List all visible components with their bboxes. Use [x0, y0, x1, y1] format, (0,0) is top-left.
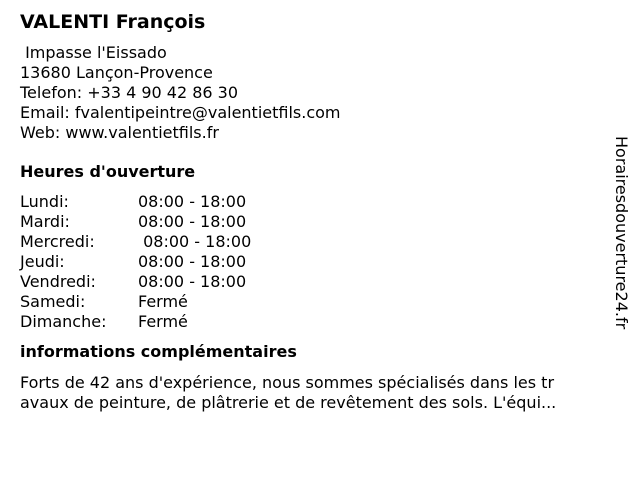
address-city: 13680 Lançon-Provence — [20, 63, 213, 82]
hours-day: Samedi: — [20, 292, 86, 311]
opening-hours-table — [20, 192, 610, 332]
hours-day: Mercredi: — [20, 232, 95, 251]
hours-time: Fermé — [138, 292, 188, 311]
additional-info-heading: informations complémentaires — [20, 342, 297, 361]
hours-row-tuesday — [20, 212, 610, 232]
hours-day: Dimanche: — [20, 312, 107, 331]
hours-time: 08:00 - 18:00 — [138, 192, 247, 211]
business-card — [20, 10, 610, 413]
email-line[interactable]: Email: fvalentipeintre@valentietfils.com — [20, 103, 341, 122]
hours-time: 08:00 - 18:00 — [138, 212, 247, 231]
hours-row-thursday — [20, 252, 610, 272]
hours-day: Mardi: — [20, 212, 70, 231]
website-line[interactable]: Web: www.valentietfils.fr — [20, 123, 219, 142]
hours-row-sunday — [20, 312, 610, 332]
watermark-vertical — [612, 136, 630, 346]
watermark-text: Horairesdouverture24.fr — [612, 136, 631, 330]
address-street: Impasse l'Eissado — [20, 43, 167, 62]
description-line-1: Forts de 42 ans d'expérience, nous sommes spécialisés dans les tr — [20, 373, 555, 392]
hours-row-friday — [20, 272, 610, 292]
opening-hours-heading: Heures d'ouverture — [20, 162, 196, 181]
description-line-2: avaux de peinture, de plâtrerie et de revêtement des sols. L'équi... — [20, 393, 557, 412]
hours-day: Jeudi: — [20, 252, 65, 271]
phone-line[interactable]: Telefon: +33 4 90 42 86 30 — [20, 83, 239, 102]
hours-row-monday — [20, 192, 610, 212]
hours-time: 08:00 - 18:00 — [138, 252, 247, 271]
hours-time: 08:00 - 18:00 — [138, 272, 247, 291]
hours-time: Fermé — [138, 312, 188, 331]
hours-row-saturday — [20, 292, 610, 312]
hours-time: 08:00 - 18:00 — [138, 232, 252, 251]
hours-row-wednesday — [20, 232, 610, 252]
business-name: VALENTI François — [20, 11, 206, 33]
hours-day: Lundi: — [20, 192, 69, 211]
hours-day: Vendredi: — [20, 272, 96, 291]
